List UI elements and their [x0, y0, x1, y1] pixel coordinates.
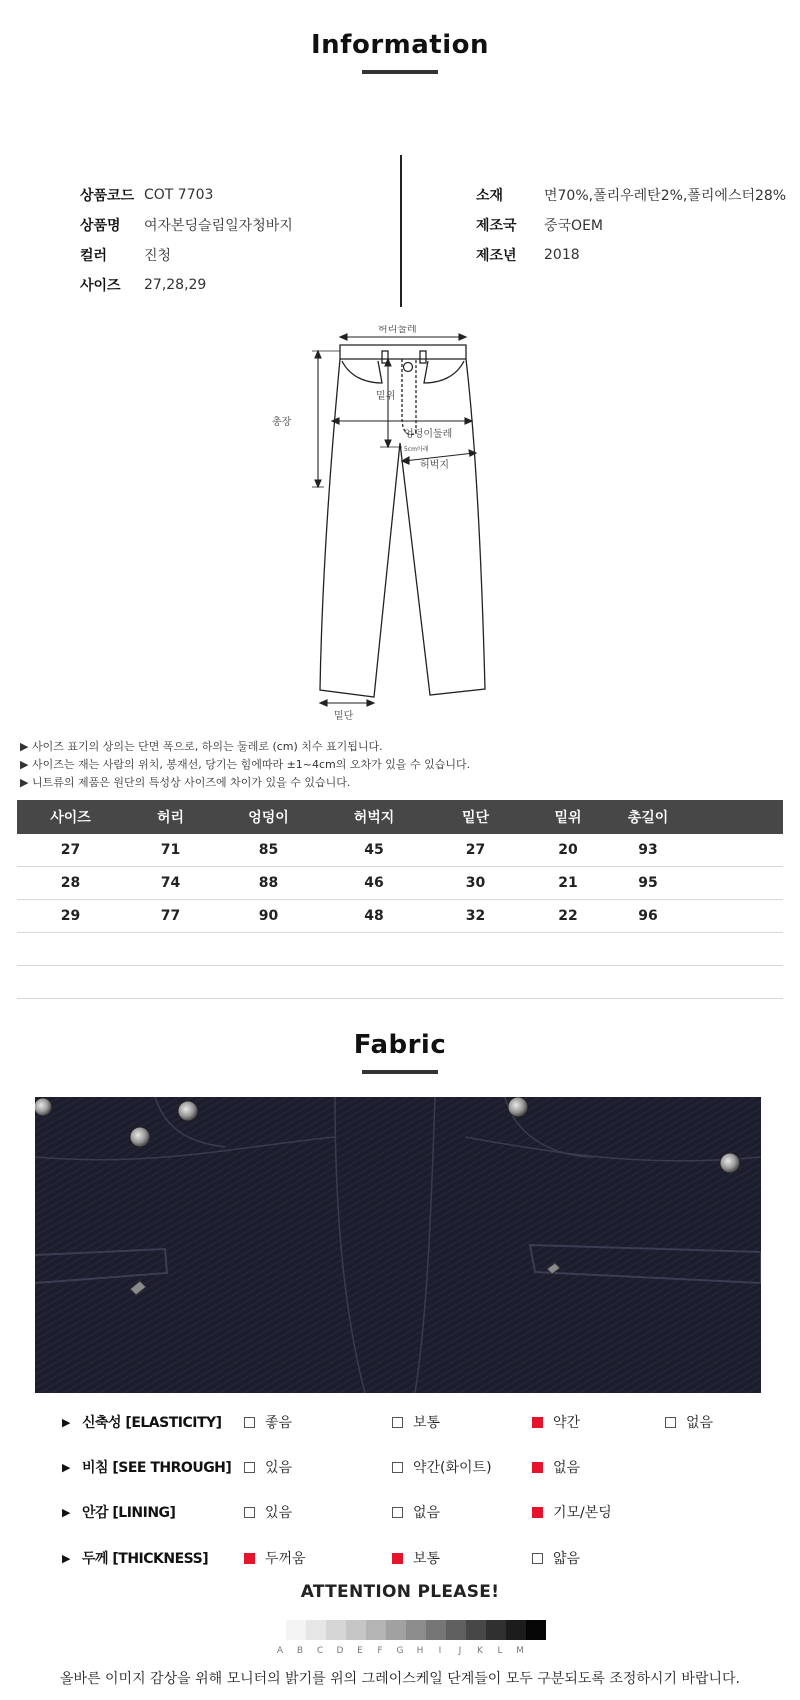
table-cell: 27	[17, 834, 124, 867]
triangle-icon: ▶	[62, 1551, 70, 1565]
belt-loop	[420, 351, 426, 363]
table-cell: 27	[428, 834, 523, 867]
table-cell-empty	[683, 867, 783, 900]
rivet-icon	[35, 1098, 52, 1116]
attention-title: ATTENTION PLEASE!	[300, 1582, 500, 1602]
table-cell: 90	[217, 900, 320, 933]
rivet-icon	[720, 1153, 740, 1173]
grayscale-swatch	[406, 1620, 426, 1640]
option-checkbox[interactable]	[244, 1500, 292, 1524]
table-cell: 45	[320, 834, 428, 867]
property-label	[62, 1455, 231, 1479]
info-divider	[400, 155, 402, 307]
grayscale-letter: E	[357, 1646, 363, 1656]
grayscale-letter: B	[296, 1646, 304, 1656]
option-label: 있음	[265, 1505, 293, 1521]
grayscale-letter: I	[438, 1646, 442, 1656]
info-row	[476, 210, 786, 240]
button-icon	[404, 363, 413, 372]
column-header: 허리	[124, 800, 217, 834]
info-value: 면70%,폴리우레탄2%,폴리에스터28%	[544, 188, 787, 204]
table-row-empty	[17, 933, 783, 966]
grayscale-swatch	[506, 1620, 526, 1640]
size-notes	[20, 738, 780, 792]
column-header: 허벅지	[320, 800, 428, 834]
checkbox-icon	[244, 1417, 255, 1428]
rivet-icon	[508, 1097, 528, 1117]
option-checkbox[interactable]	[392, 1500, 440, 1524]
table-cell: 30	[428, 867, 523, 900]
grayscale-swatch	[466, 1620, 486, 1640]
grayscale-swatch	[446, 1620, 466, 1640]
info-row	[80, 240, 293, 270]
grayscale-letter: F	[377, 1646, 383, 1656]
option-label: 없음	[553, 1460, 581, 1476]
diagram-label-length: 총장	[272, 417, 292, 428]
info-value: 여자본딩슬림일자청바지	[144, 218, 293, 234]
fabric-title: Fabric	[353, 1030, 447, 1060]
grayscale-swatch	[346, 1620, 366, 1640]
info-value: COT 7703	[144, 187, 214, 203]
grayscale-letter: D	[336, 1646, 344, 1656]
table-cell: 85	[217, 834, 320, 867]
pants-size-diagram	[270, 325, 530, 725]
option-checkbox[interactable]	[665, 1410, 713, 1434]
table-header-row	[17, 800, 783, 834]
title-underline	[362, 70, 438, 74]
property-label	[62, 1546, 208, 1570]
property-label-text: 비침 [SEE THROUGH]	[81, 1460, 232, 1476]
info-row	[80, 180, 293, 210]
checkbox-icon	[532, 1553, 543, 1564]
option-label: 없음	[413, 1505, 441, 1521]
option-label: 두꺼움	[265, 1551, 306, 1567]
property-row-thickness	[62, 1546, 762, 1570]
rivet-icon	[178, 1101, 198, 1121]
diagram-label-rise: 밑위	[376, 391, 396, 402]
info-key: 제조국	[476, 218, 517, 234]
pants-pocket-right	[424, 361, 464, 383]
diagram-label-hem: 밑단	[334, 711, 354, 722]
checkbox-icon	[244, 1462, 255, 1473]
info-value: 2018	[544, 247, 580, 263]
property-row-see-through	[62, 1455, 762, 1479]
diagram-label-hip: 엉덩이둘레	[404, 429, 453, 440]
table-cell: 88	[217, 867, 320, 900]
column-header: 총길이	[613, 800, 683, 834]
option-checkbox[interactable]	[392, 1546, 440, 1570]
monitor-brightness-note: 올바른 이미지 감상을 위해 모니터의 밝기를 위의 그레이스케일 단계들이 모두 구분되도록 조정하시기 바랍니다.	[60, 1671, 740, 1687]
rivet-icon	[130, 1127, 150, 1147]
option-label: 약간(화이트)	[413, 1460, 492, 1476]
grayscale-letter: C	[316, 1646, 324, 1656]
info-key: 상품명	[80, 218, 121, 234]
property-row-lining	[62, 1500, 762, 1524]
triangle-icon: ▶	[62, 1415, 70, 1429]
triangle-icon: ▶	[62, 1505, 70, 1519]
checkbox-icon	[392, 1462, 403, 1473]
grayscale-swatch	[526, 1620, 546, 1640]
grayscale-letter: G	[396, 1646, 404, 1656]
option-checkbox[interactable]	[532, 1455, 580, 1479]
option-checkbox[interactable]	[244, 1410, 292, 1434]
option-label: 보통	[413, 1415, 441, 1431]
option-checkbox[interactable]	[244, 1546, 306, 1570]
checkbox-icon	[392, 1507, 403, 1518]
table-cell: 74	[124, 867, 217, 900]
option-checkbox[interactable]	[392, 1410, 440, 1434]
grayscale-swatch	[366, 1620, 386, 1640]
information-title: Information	[310, 30, 490, 60]
grayscale-letter: J	[458, 1646, 462, 1656]
column-header: 엉덩이	[217, 800, 320, 834]
property-label-text: 안감 [LINING]	[81, 1505, 176, 1521]
option-checkbox[interactable]	[244, 1455, 292, 1479]
title-underline	[362, 1070, 438, 1074]
checkbox-checked-icon	[532, 1462, 543, 1473]
table-row	[17, 867, 783, 900]
info-key: 컬러	[80, 248, 108, 264]
table-cell: 21	[523, 867, 613, 900]
property-label-text: 두께 [THICKNESS]	[81, 1551, 209, 1567]
pants-pocket-left	[342, 361, 382, 383]
table-row-empty	[17, 966, 783, 999]
option-label: 좋음	[265, 1415, 293, 1431]
table-cell: 95	[613, 867, 683, 900]
grayscale-strip	[286, 1620, 546, 1640]
checkbox-checked-icon	[244, 1553, 255, 1564]
grayscale-letter: M	[516, 1646, 524, 1656]
info-right-column	[476, 180, 786, 270]
grayscale-swatch	[326, 1620, 346, 1640]
grayscale-letter: K	[477, 1646, 483, 1656]
table-cell-empty	[683, 900, 783, 933]
table-row	[17, 834, 783, 867]
checkbox-checked-icon	[532, 1417, 543, 1428]
note-line: ▶ 사이즈 표기의 상의는 단면 폭으로, 하의는 둘레로 (cm) 치수 표기됩니다.	[20, 740, 383, 753]
table-cell: 28	[17, 867, 124, 900]
column-header-empty	[683, 800, 783, 834]
option-label: 없음	[686, 1415, 714, 1431]
grayscale-letters	[270, 1646, 530, 1656]
grayscale-letter: H	[416, 1646, 424, 1656]
info-key: 사이즈	[80, 278, 121, 294]
option-checkbox[interactable]	[532, 1410, 580, 1434]
checkbox-icon	[392, 1417, 403, 1428]
checkbox-icon	[244, 1507, 255, 1518]
fabric-photo	[35, 1097, 761, 1393]
checkbox-checked-icon	[532, 1507, 543, 1518]
property-label-text: 신축성 [ELASTICITY]	[81, 1415, 222, 1431]
grayscale-swatch	[306, 1620, 326, 1640]
grayscale-swatch	[286, 1620, 306, 1640]
option-label: 얇음	[553, 1551, 581, 1567]
info-row	[80, 270, 293, 300]
info-value: 진청	[144, 248, 172, 264]
table-cell-empty	[683, 834, 783, 867]
table-cell: 32	[428, 900, 523, 933]
note-line: ▶ 니트류의 제품은 원단의 특성상 사이즈에 차이가 있을 수 있습니다.	[20, 776, 351, 789]
table-cell: 20	[523, 834, 613, 867]
table-cell: 96	[613, 900, 683, 933]
info-row	[80, 210, 293, 240]
table-cell: 93	[613, 834, 683, 867]
triangle-icon: ▶	[62, 1460, 70, 1474]
pants-waistband	[340, 345, 466, 359]
option-label: 보통	[413, 1551, 441, 1567]
diagram-label-thigh: 허벅지	[420, 460, 449, 471]
grayscale-swatch	[426, 1620, 446, 1640]
table-cell: 77	[124, 900, 217, 933]
table-cell: 22	[523, 900, 613, 933]
info-value: 27,28,29	[144, 277, 207, 293]
property-label	[62, 1500, 175, 1524]
property-row-elasticity	[62, 1410, 762, 1434]
diagram-label-small: 5cm아래	[404, 446, 429, 453]
info-key: 제조년	[476, 248, 517, 264]
option-label: 약간	[553, 1415, 581, 1431]
checkbox-icon	[665, 1417, 676, 1428]
grayscale-swatch	[386, 1620, 406, 1640]
option-label: 기모/본딩	[553, 1505, 612, 1521]
option-label: 있음	[265, 1460, 293, 1476]
info-row	[476, 180, 786, 210]
size-table	[17, 800, 783, 999]
info-key: 상품코드	[80, 188, 135, 204]
diagram-label-waist: 허리둘레	[378, 325, 417, 335]
option-checkbox[interactable]	[532, 1546, 580, 1570]
grayscale-letter: A	[276, 1646, 284, 1656]
grayscale-letter: L	[497, 1646, 503, 1656]
checkbox-checked-icon	[392, 1553, 403, 1564]
column-header: 밑단	[428, 800, 523, 834]
table-cell: 71	[124, 834, 217, 867]
grayscale-swatch	[486, 1620, 506, 1640]
info-left-column	[80, 180, 293, 300]
table-cell: 48	[320, 900, 428, 933]
table-cell: 46	[320, 867, 428, 900]
property-label	[62, 1410, 222, 1434]
column-header: 사이즈	[17, 800, 124, 834]
info-value: 중국OEM	[544, 218, 603, 234]
table-row	[17, 900, 783, 933]
option-checkbox[interactable]	[392, 1455, 492, 1479]
column-header: 밑위	[523, 800, 613, 834]
note-line: ▶ 사이즈는 재는 사람의 위치, 봉재선, 당기는 힘에따라 ±1~4cm의 오차가 있을 수 있습니다.	[20, 758, 471, 771]
table-cell: 29	[17, 900, 124, 933]
info-key: 소재	[476, 188, 504, 204]
info-row	[476, 240, 786, 270]
option-checkbox[interactable]	[532, 1500, 612, 1524]
